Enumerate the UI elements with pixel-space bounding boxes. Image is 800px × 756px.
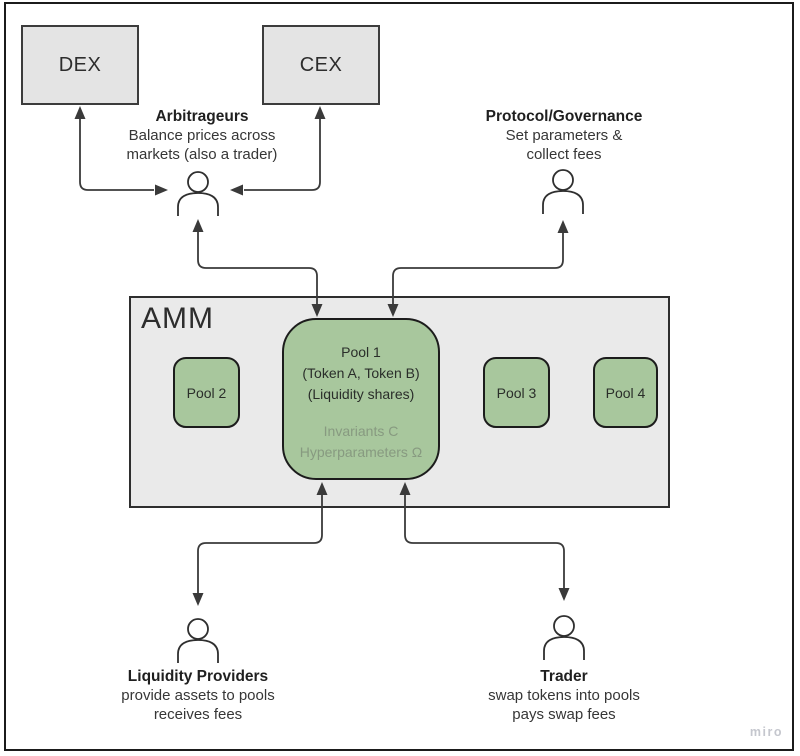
liquidity-providers-desc2: receives fees <box>153 706 243 723</box>
cex-label: CEX <box>299 53 343 76</box>
governance-desc2: collect fees <box>526 146 602 163</box>
governance-title: Protocol/Governance <box>485 108 643 125</box>
pool1-title: Pool 1 <box>341 344 381 360</box>
governance-text <box>454 107 674 164</box>
pool4-label: Pool 4 <box>605 384 646 401</box>
trader-title: Trader <box>540 668 588 685</box>
pool3-label: Pool 3 <box>496 384 537 401</box>
liquidity-providers-text <box>88 667 308 724</box>
dex-label: DEX <box>58 53 102 76</box>
pool4-box[interactable] <box>593 357 658 428</box>
pool1-hyperparameters: Hyperparameters Ω <box>299 444 423 460</box>
trader-desc1: swap tokens into pools <box>488 687 640 704</box>
liquidity-providers-title: Liquidity Providers <box>127 668 269 685</box>
pool1-box[interactable] <box>282 318 440 480</box>
pool2-box[interactable] <box>173 357 240 428</box>
pool1-invariants: Invariants C <box>323 423 399 439</box>
cex-box[interactable] <box>262 25 380 105</box>
pool1-shares: (Liquidity shares) <box>307 386 415 402</box>
pool2-label: Pool 2 <box>186 384 227 401</box>
dex-box[interactable] <box>21 25 139 105</box>
governance-desc1: Set parameters & <box>505 127 623 144</box>
trader-text <box>454 667 674 724</box>
amm-label: AMM <box>141 302 214 335</box>
miro-watermark[interactable]: miro <box>749 725 783 739</box>
arbitrageurs-desc2: markets (also a trader) <box>126 146 278 163</box>
trader-desc2: pays swap fees <box>512 706 616 723</box>
pool1-tokens: (Token A, Token B) <box>302 365 420 381</box>
arbitrageurs-desc1: Balance prices across <box>128 127 276 144</box>
arbitrageurs-text <box>92 107 312 164</box>
arbitrageurs-title: Arbitrageurs <box>155 108 249 125</box>
liquidity-providers-desc1: provide assets to pools <box>121 687 275 704</box>
pool3-box[interactable] <box>483 357 550 428</box>
